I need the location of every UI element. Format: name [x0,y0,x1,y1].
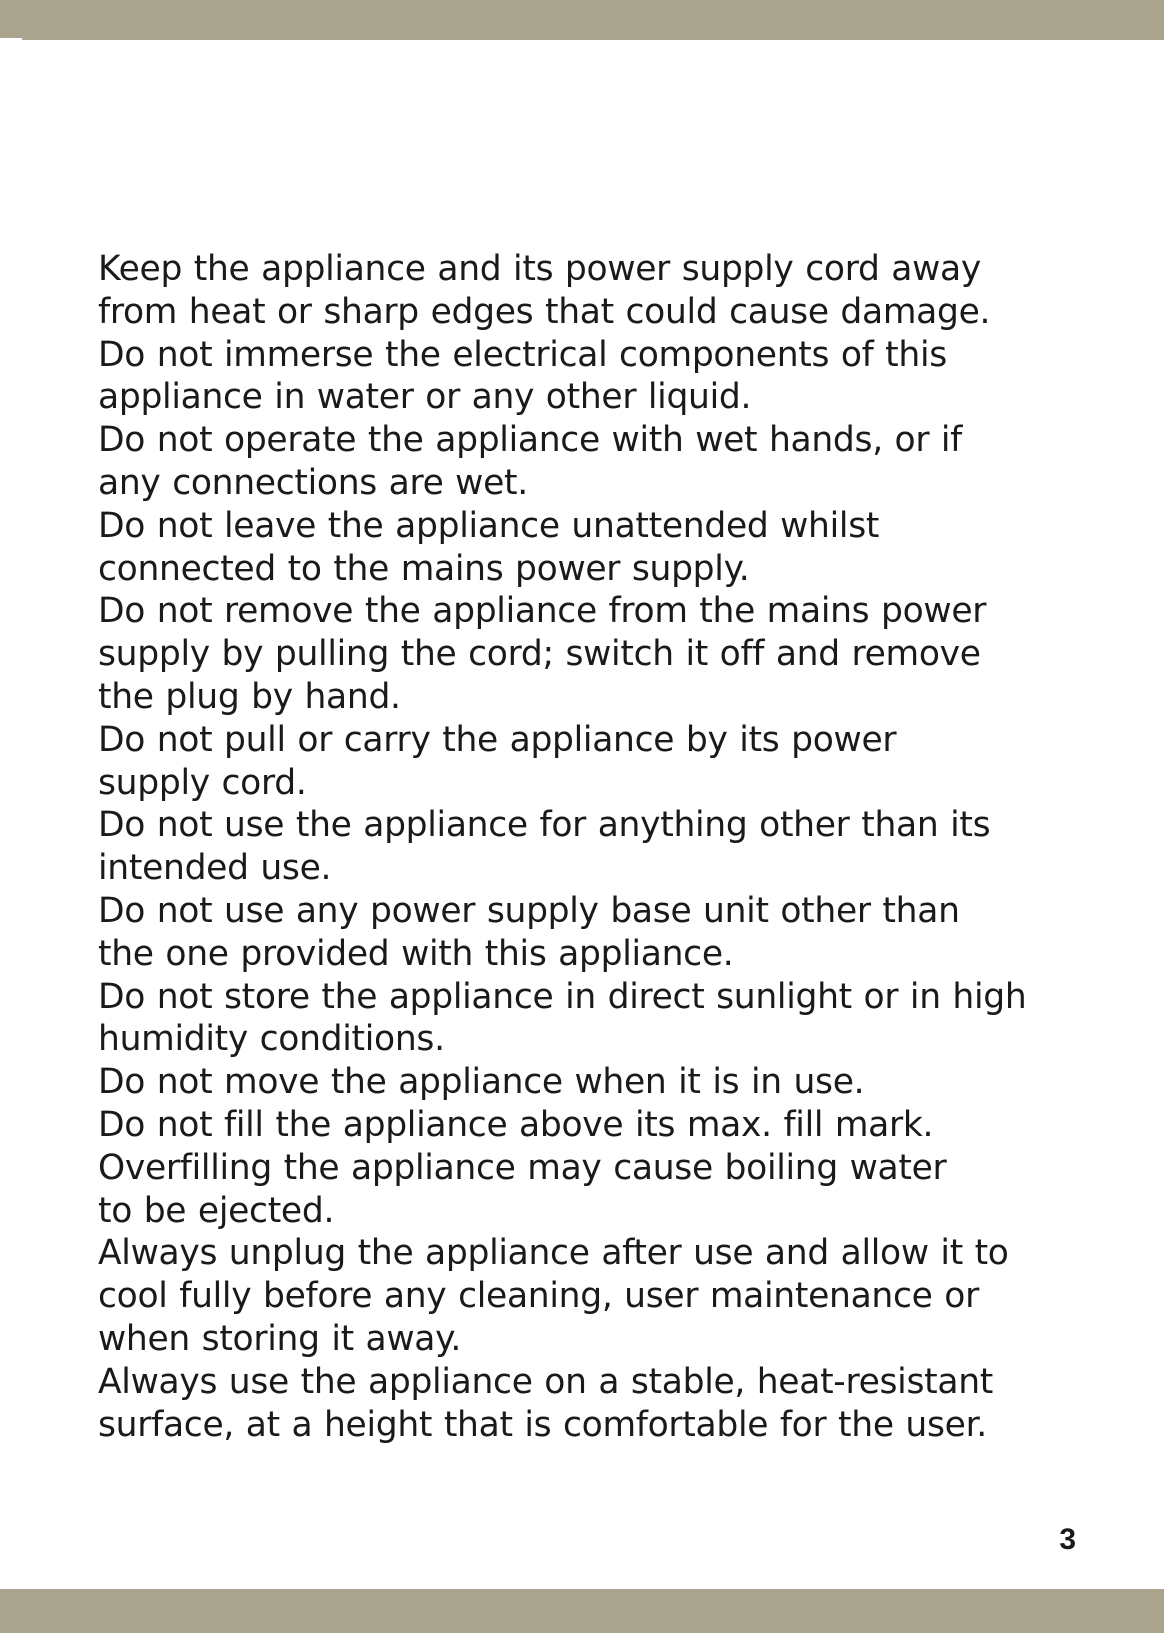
safety-instructions-list [98,248,1098,1446]
footer-band [0,1589,1164,1633]
instruction-carry-cord: Do not pull or carry the appliance by its power supply cord. [98,719,897,803]
instruction-max-fill: Do not fill the appliance above its max. fill mark. Overfilling the appliance may cause boiling water to be ejected. [98,1104,947,1231]
instruction-storage: Do not store the appliance in direct sunlight or in high humidity conditions. [98,976,1027,1060]
instruction-unattended: Do not leave the appliance unattended whilst connected to the mains power supply. [98,505,880,589]
instruction-remove-plug: Do not remove the appliance from the mains power supply by pulling the cord; switch it off and remove the plug by hand. [98,591,987,717]
instruction-wet-hands: Do not operate the appliance with wet hands, or if any connections are wet. [98,420,963,503]
page-number: 3 [1059,1523,1076,1556]
instruction-cord-heat: Keep the appliance and its power supply cord away from heat or sharp edges that could cause damage. [98,249,991,332]
instruction-intended-use: Do not use the appliance for anything other than its intended use. [98,805,991,889]
instruction-no-immerse: Do not immerse the electrical components of this appliance in water or any other liquid. [98,334,947,418]
instruction-unplug-after-use: Always unplug the appliance after use and allow it to cool fully before any cleaning, user maintenance or when storing it away. [98,1233,1009,1359]
header-band [0,0,1164,40]
instruction-move-in-use: Do not move the appliance when it is in use. [98,1062,865,1103]
instruction-base-unit: Do not use any power supply base unit other than the one provided with this appliance. [98,890,960,974]
instruction-stable-surface: Always use the appliance on a stable, heat-resistant surface, at a height that is comfortable for the user. [98,1361,993,1445]
